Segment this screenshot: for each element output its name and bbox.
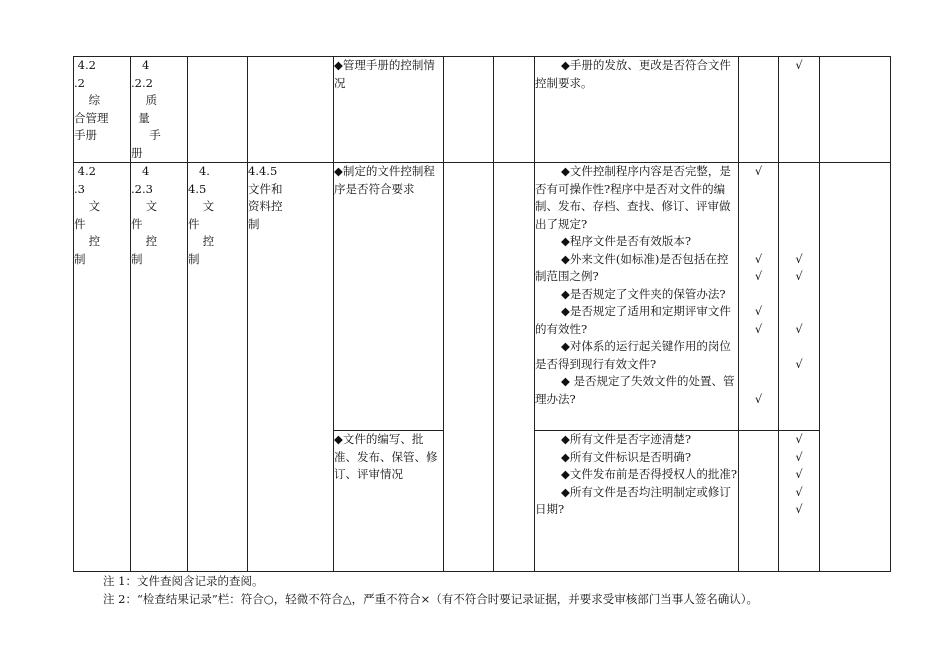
check-mark: √ [754, 321, 763, 336]
check-mark: √ [795, 251, 803, 266]
check-slot [739, 57, 778, 75]
clause-line: 质 [131, 93, 158, 107]
clause-line: 控 [74, 234, 101, 248]
clause-line: 册 [131, 145, 143, 160]
blank-cell [820, 57, 891, 163]
result-column [779, 57, 820, 163]
check-point: ◆是否规定了适用和定期评审文件的有效性? [535, 304, 731, 336]
check-item-cell: ◆管理手册的控制情况 [334, 57, 444, 163]
clause-line: 文 [131, 199, 158, 213]
clause-line: .2 [74, 75, 85, 90]
check-mark: √ [795, 467, 803, 481]
clause-line: 手册 [74, 128, 97, 142]
check-slot [739, 198, 778, 216]
clause-line: 4 [131, 58, 150, 72]
check-point: ◆所有文件标识是否明确? [561, 449, 692, 464]
check-points-cell [535, 57, 739, 163]
clause-line: 合管理 [74, 110, 109, 125]
check-mark: √ [795, 269, 803, 283]
check-mark: √ [795, 58, 803, 72]
clause-line: .2.2 [131, 75, 153, 90]
clause-cell [248, 163, 334, 572]
clause-line: 制 [188, 251, 200, 266]
check-slot [779, 163, 819, 181]
check-slot [779, 216, 819, 234]
blank-cell [494, 57, 535, 163]
check-point: ◆外来文件(如标准)是否包括在控制范围之例? [535, 251, 729, 283]
blank-cell [444, 57, 494, 163]
blank-cell [444, 163, 494, 572]
clause-line: .2.3 [131, 181, 153, 196]
clause-line: 4 [131, 164, 150, 178]
clause-cell [74, 163, 131, 572]
check-point: ◆手册的发放、更改是否符合文件控制要求。 [535, 58, 731, 90]
blank-cell [820, 163, 891, 572]
clause-line: 4.4.5 [248, 164, 278, 178]
clause-line: 手 [131, 128, 161, 142]
result-column [739, 163, 779, 431]
clause-line: 文件和 [248, 181, 283, 196]
table-row [74, 163, 891, 431]
result-column [739, 57, 779, 163]
clause-line: 控 [131, 234, 158, 248]
check-points-cell [535, 163, 739, 431]
check-point: ◆文件控制程序内容是否完整，是否有可操作性?程序中是否对文件的编制、发布、存档、查找、修订、评审做出了规定? [535, 164, 731, 231]
check-point: ◆程序文件是否有效版本? [561, 234, 692, 248]
check-mark: √ [795, 432, 803, 446]
check-slot [739, 233, 778, 251]
check-slot [779, 303, 819, 321]
clause-line: 4.5 [188, 181, 207, 196]
check-point: ◆文件发布前是否得授权人的批准? [561, 467, 738, 481]
check-mark: √ [754, 164, 763, 178]
footnote: 注 1：文件查阅含记录的查阅。 [103, 574, 264, 588]
check-slot [739, 373, 778, 391]
check-slot [779, 233, 819, 251]
clause-cell [131, 163, 188, 572]
clause-line: 量 [131, 110, 150, 125]
check-mark: √ [795, 356, 803, 371]
clause-cell [74, 57, 131, 163]
clause-line: 资料控 [248, 199, 283, 213]
check-point: ◆所有文件是否均注明制定或修订日期? [535, 484, 731, 516]
clause-line: 件 [131, 216, 143, 231]
check-mark: √ [754, 304, 763, 318]
clause-line: 4.2 [74, 58, 96, 72]
check-point: ◆是否规定了文件夹的保管办法? [561, 286, 726, 301]
clause-cell [131, 57, 188, 163]
clause-line: 综 [74, 93, 101, 107]
check-slot [779, 338, 819, 356]
clause-line: 件 [74, 216, 86, 231]
check-item-cell: ◆文件的编写、批准、发布、保管、修订、评审情况 [334, 431, 444, 572]
clause-line: 件 [188, 216, 200, 231]
result-column [739, 431, 779, 572]
check-slot [739, 286, 778, 304]
check-mark: √ [795, 321, 803, 336]
blank-cell [494, 163, 535, 572]
check-mark: √ [754, 391, 763, 406]
check-item-cell: ◆制定的文件控制程序是否符合要求 [334, 163, 444, 431]
clause-line: 4. [188, 164, 210, 178]
result-column [779, 163, 820, 431]
clause-line: .3 [74, 181, 85, 196]
table-row [74, 57, 891, 163]
clause-line: 制 [248, 216, 260, 231]
check-mark: √ [754, 251, 763, 266]
check-point: ◆ 是否规定了失效文件的处置、管理办法? [535, 374, 735, 406]
check-slot [779, 286, 819, 304]
check-mark: √ [795, 484, 803, 499]
audit-checklist-table [73, 56, 891, 572]
check-mark: √ [754, 269, 763, 283]
check-slot [779, 373, 819, 391]
check-point: ◆所有文件是否字迹清楚? [561, 432, 692, 446]
clause-line: 制 [74, 251, 86, 266]
check-slot [779, 181, 819, 199]
check-slot [779, 391, 819, 409]
clause-line: 控 [188, 234, 215, 248]
check-mark: √ [795, 502, 803, 516]
check-slot [739, 356, 778, 374]
clause-cell [188, 57, 248, 163]
check-points-cell [535, 431, 739, 572]
check-slot [739, 338, 778, 356]
footnotes [103, 572, 758, 608]
result-column [779, 431, 820, 572]
clause-line: 文 [74, 199, 101, 213]
check-slot [739, 216, 778, 234]
footnote: 注 2：“检查结果记录”栏：符合○，轻微不符合△，严重不符合×（有不符合时要记录证据，并要求受审核部门当事人签名确认）。 [103, 592, 758, 606]
clause-cell [248, 57, 334, 163]
check-slot [779, 198, 819, 216]
check-slot [739, 181, 778, 199]
check-point: ◆对体系的运行起关键作用的岗位是否得到现行有效文件? [535, 339, 731, 371]
clause-line: 文 [188, 199, 215, 213]
check-mark: √ [795, 449, 803, 464]
clause-line: 制 [131, 251, 143, 266]
clause-line: 4.2 [74, 164, 96, 178]
clause-cell [188, 163, 248, 572]
